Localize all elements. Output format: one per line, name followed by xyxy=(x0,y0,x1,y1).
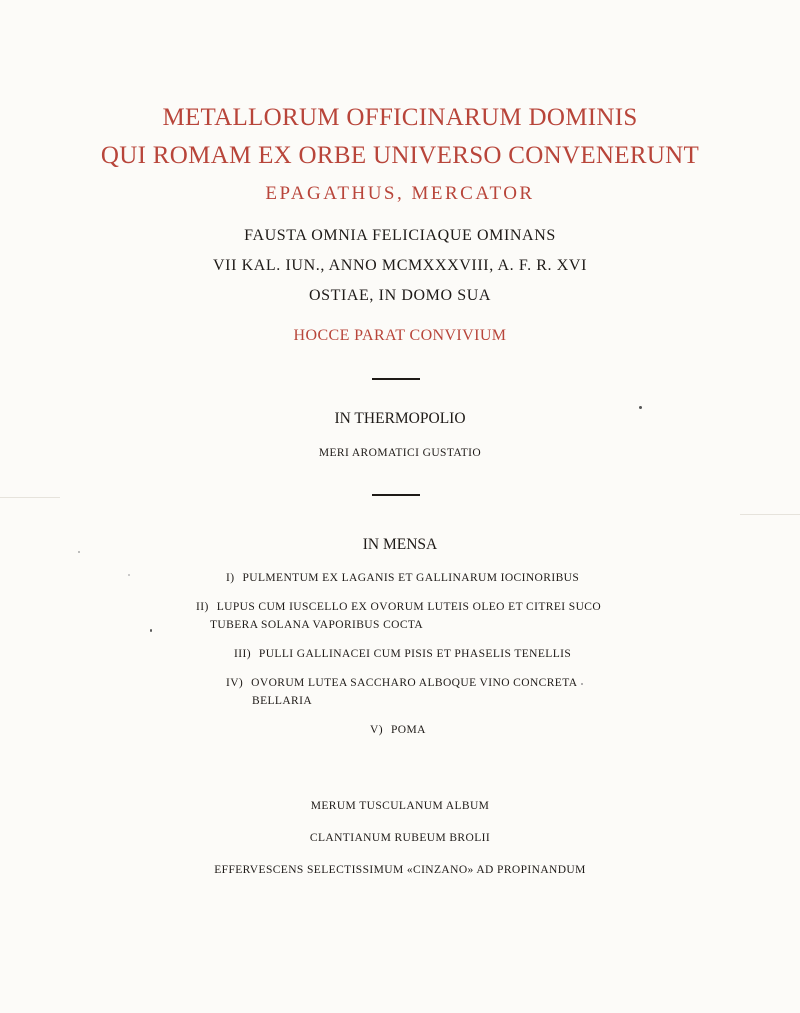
course-text: OVORUM LUTEA SACCHARO ALBOQUE VINO CONCRETA xyxy=(251,677,578,689)
course-3 xyxy=(234,648,571,660)
thermopolio-item: MERI AROMATICI GUSTATIO xyxy=(318,447,482,459)
wine-2: CLANTIANUM RUBEUM BROLII xyxy=(309,832,491,844)
heading-line-1: METALLORUM OFFICINARUM DOMINIS xyxy=(162,104,638,131)
course-4-continuation: BELLARIA xyxy=(252,695,313,707)
convivium-line: HOCCE PARAT CONVIVIUM xyxy=(293,327,507,344)
dedication-place: OSTIAE, IN DOMO SUA xyxy=(308,287,492,304)
divider-rule-2 xyxy=(372,494,420,496)
course-5 xyxy=(370,724,426,736)
paper-fold-left xyxy=(0,497,60,498)
host-name: EPAGATHUS, MERCATOR xyxy=(265,183,535,204)
paper-speck xyxy=(581,683,583,685)
wine-1: MERUM TUSCULANUM ALBUM xyxy=(310,800,490,812)
course-text: POMA xyxy=(390,724,426,736)
course-2-continuation: TUBERA SOLANA VAPORIBUS COCTA xyxy=(210,619,424,631)
divider-rule-1 xyxy=(372,378,420,380)
dedication-date: VII KAL. IUN., ANNO MCMXXXVIII, A. F. R. XVI xyxy=(213,257,587,274)
course-4 xyxy=(226,677,577,689)
course-number: V) xyxy=(370,724,383,736)
thermopolio-title: IN THERMOPOLIO xyxy=(334,410,466,427)
course-number: IV) xyxy=(226,677,244,689)
paper-speck xyxy=(150,629,152,632)
paper-speck xyxy=(639,406,642,409)
wine-3: EFFERVESCENS SELECTISSIMUM «CINZANO» AD PROPINANDUM xyxy=(214,864,586,876)
course-text: PULLI GALLINACEI CUM PISIS ET PHASELIS TENELLIS xyxy=(258,648,572,660)
course-number: II) xyxy=(196,601,209,613)
mensa-title: IN MENSA xyxy=(362,536,438,553)
heading-line-2: QUI ROMAM EX ORBE UNIVERSO CONVENERUNT xyxy=(100,142,700,169)
paper-fold-right xyxy=(740,514,800,515)
course-2 xyxy=(196,601,601,613)
course-1 xyxy=(226,572,579,584)
paper-speck xyxy=(128,574,130,576)
dedication-line: FAUSTA OMNIA FELICIAQUE OMINANS xyxy=(244,227,556,244)
course-number: III) xyxy=(234,648,251,660)
course-text: PULMENTUM EX LAGANIS ET GALLINARUM IOCINORIBUS xyxy=(242,572,580,584)
course-number: I) xyxy=(226,572,235,584)
course-text: LUPUS CUM IUSCELLO EX OVORUM LUTEIS OLEO ET CITREI SUCO xyxy=(216,601,602,613)
